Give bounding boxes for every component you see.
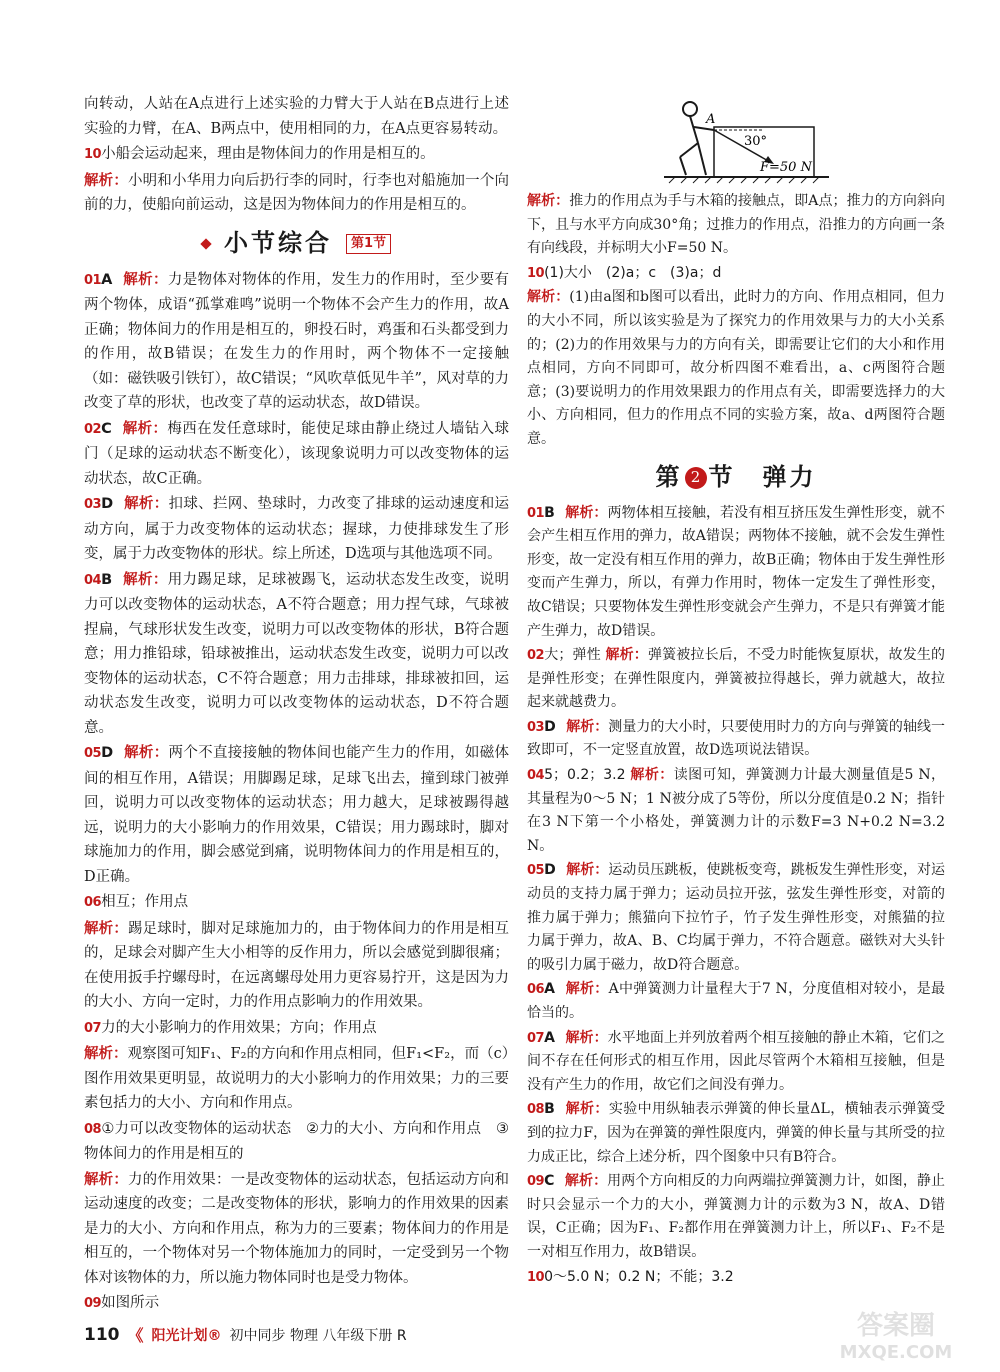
answer-choice: D [544, 718, 556, 735]
analysis-label: 解析： [527, 289, 570, 306]
answer-item [84, 1291, 509, 1317]
section-header-summary [84, 224, 509, 264]
answer-choice: D [544, 862, 556, 879]
book-series: 初中同步 物理 八年级下册 R [229, 1327, 407, 1344]
push-box-figure [664, 95, 834, 185]
question-number: 02 [84, 421, 102, 437]
answer-item [84, 890, 509, 916]
analysis-label: 解析： [565, 504, 608, 521]
analysis-label: 解析： [565, 1101, 609, 1118]
analysis-label: 解析： [565, 1029, 608, 1046]
answer-choice: A [544, 981, 555, 998]
answer-choice: A [544, 1029, 555, 1046]
answer-text: 两个不直接接触的物体间也能产生力的作用，如磁体间的相互作用，A错误；用脚踢足球，足球飞出去，撞到球门被弹回，说明力可以改变物体的运动状态；用力越大，足球被踢得越远，说明力的大小影响力的作用效果，C错误；用力踢球时，脚对球施加力的作用，脚会感觉到痛，说明物体间力的作用是相互的，D正确。 [84, 745, 510, 885]
section-number-badge: 2 [685, 467, 707, 489]
answer-item [84, 169, 509, 218]
answer-text: 测量力的大小时，只要使用时力的方向与弹簧的轴线一致即可，不一定竖直放置，故D选项说法错误。 [527, 718, 946, 759]
section-header-elastic [527, 458, 945, 498]
answer-text: 力的作用效果：一是改变物体的运动状态，包括运动方向和运动速度的改变；二是改变物体的形状，影响力的作用效果的因素是力的大小、方向和作用点，称为力的三要素；物体间力的作用是相互的，一个物体对另一个物体施加力的同时，一定受到另一个物体对该物体的力，所以施力物体同时也是受力物体。 [84, 1171, 509, 1286]
question-number: 03 [527, 719, 545, 735]
question-number: 09 [84, 1296, 102, 1311]
answer-item [527, 286, 945, 451]
analysis-label: 解析： [123, 271, 168, 288]
left-answer-list [84, 268, 509, 1317]
answer-text: 用力踢足球，足球被踢飞，运动状态发生改变，说明力可以改变物体的运动状态，A不符合题意；用力捏气球，气球被捏扁，气球形状发生改变，说明力可以改变物体的形状，B符合题意；用力推铅球，铅球被推出，运动状态发生改变，说明力可以改变物体的运动状态，C不符合题意；用力击排球，排球被扣回，运动状态发生改变，说明力可以改变物体的运动状态，D不符合题意。 [84, 571, 510, 736]
answer-item [527, 859, 945, 977]
label-a: A [706, 112, 716, 127]
answer-item [84, 1117, 509, 1167]
page-footer [84, 1323, 407, 1346]
right-answer-list [527, 502, 945, 1290]
answer-choice: 相互；作用点 [101, 894, 189, 910]
right-pre-items [527, 190, 945, 452]
answer-item [84, 1168, 509, 1291]
section-subtitle: 第1节 [346, 234, 391, 254]
analysis-label: 解析： [84, 1046, 128, 1062]
angle-label: 30° [744, 134, 768, 149]
force-label: F=50 N [760, 160, 812, 175]
answer-choice: A [101, 271, 113, 288]
answer-text: 运动员压跳板，使跳板变弯，跳板发生弹性形变，对运动员的支持力属于弹力；运动员拉开弦，弦发生弹性形变，对箭的推力属于弹力；熊猫向下拉竹子，竹子发生弹性形变，对熊猫的拉力属于弹力，故A、B、C均属于弹力，不符合题意。磁铁对大头针的吸引力属于磁力，故D符合题意。 [527, 862, 946, 973]
answer-choice: (1)大小 (2)a；c (3)a；d [544, 264, 722, 281]
answer-choice: B [544, 1101, 555, 1118]
answer-text: 两物体相互接触，若没有相互挤压发生弹性形变，就不会产生相互作用的弹力，故A错误；两物体不接触，就不会发生弹性形变，故一定没有相互作用的弹力，故B正确；物体由于发生弹性形变而产生弹力，所以，有弹力作用时，物体一定发生了弹性形变，故C错误；只要物体发生弹性形变就会产生弹力，不是只有弹簧才能产生弹力，故D错误。 [527, 504, 946, 639]
section-title: 小节综合 [223, 229, 332, 258]
question-number: 05 [84, 746, 102, 761]
answer-choice: C [544, 1173, 555, 1190]
answer-item [527, 1027, 945, 1098]
answer-text: A中弹簧测力计量程大于7 N，分度值相对较小，是最恰当的。 [527, 981, 946, 1021]
question-number: 03 [84, 497, 102, 512]
question-number: 10 [527, 265, 545, 281]
answer-choice: D [101, 496, 114, 512]
answer-item [84, 92, 509, 141]
answer-choice: B [544, 504, 555, 521]
page-number: 110 [84, 1324, 120, 1345]
answer-text: 梅西在发任意球时，能使足球由静止绕过人墙钻入球门（足球的运动状态不断变化），该现象说明力可以改变物体的运动状态，故C正确。 [84, 420, 510, 487]
answer-text: 实验中用纵轴表示弹簧的伸长量ΔL，横轴表示弹簧受到的拉力F，因为在弹簧的弹性限度内，弹簧的伸长量与其所受的拉力成正比，综合上述分析，四个图象中只有B符合。 [527, 1101, 946, 1165]
answer-item [527, 1098, 945, 1169]
analysis-label: 解析： [564, 1173, 608, 1190]
answer-text: 小明和小华用力向后扔行李的同时，行李也对船施加一个向前的力，使船向前运动，这是因为物体间力的作用是相互的。 [84, 172, 509, 213]
left-column [84, 92, 509, 1318]
analysis-label: 解析： [527, 193, 570, 209]
analysis-label: 解析： [84, 920, 128, 937]
diamond-icon [200, 238, 211, 249]
chevron-left-icon: 《 [127, 1326, 144, 1345]
question-number: 08 [84, 1121, 102, 1137]
section-suffix: 节 弹力 [708, 462, 817, 491]
answer-text: 观察图可知F₁、F₂的方向和作用点相同，但F₁<F₂，而（c）图作用效果更明显，故说明力的大小影响力的作用效果；力的三要素包括力的大小、方向和作用点。 [84, 1046, 510, 1111]
answer-text: 踢足球时，脚对足球施加力的，由于物体间力的作用是相互的，足球会对脚产生大小相等的反作用力，所以会感觉到脚很痛；在使用扳手拧螺母时，在远离螺母处用力更容易拧开，这是因为力的大小、方向一定时，力的作用点影响力的作用效果。 [84, 920, 509, 1010]
analysis-label: 解析： [84, 1171, 128, 1188]
answer-text: 推力的作用点为手与木箱的接触点，即A点；推力的方向斜向下，且与水平方向成30°角；过推力的作用点，沿推力的方向画一条有向线段，并标明大小F=50 N。 [527, 193, 946, 257]
answer-choice: B [101, 571, 113, 588]
answer-choice: 5；0.2；3.2 [544, 767, 626, 784]
question-number: 09 [527, 1174, 545, 1190]
watermark-bottom: MXQE.COM [839, 1342, 953, 1363]
answer-item [527, 190, 945, 261]
answer-item [527, 1266, 945, 1290]
analysis-label: 解析： [566, 718, 609, 735]
answer-text: 力是物体对物体的作用，发生力的作用时，至少要有两个物体，成语“孤掌难鸣”说明一个物体不会产生力的作用，故A正确；物体间力的作用是相互的，卵投石时，鸡蛋和石头都受到力的作用，故B错误；在发生力的作用时，两个物体不一定接触（如：磁铁吸引铁钉），故C错误；“风吹草低见牛羊”，风对草的力改变了草的形状，也改变了草的运动状态，故D错误。 [84, 271, 510, 411]
answer-text: 读图可知，弹簧测力计最大测量值是5 N，其量程为0～5 N；1 N被分成了5等份，所以分度值是0.2 N；指针在3 N下第一个小格处，弹簧测力计的示数F=3 N+0.2 N=3.2 N。 [527, 767, 946, 854]
answer-text: 用两个方向相反的力向两端拉弹簧测力计，如图，静止时只会显示一个力的大小，弹簧测力计的示数为3 N，故A、D错误，C正确；因为F₁、F₂都作用在弹簧测力计上，所以F₁、F₂不是一对相互作用力，故B错误。 [527, 1173, 946, 1260]
answer-choice: 力的大小影响力的作用效果；方向；作用点 [101, 1019, 377, 1036]
answer-choice: 0～5.0 N；0.2 N；不能；3.2 [544, 1268, 734, 1285]
question-number: 05 [527, 863, 545, 879]
answer-text: 向转动，人站在A点进行上述实验的力臂大于人站在B点进行上述实验的力臂，在A、B两点中，使用相同的力，在A点更容易转动。 [84, 96, 509, 137]
analysis-label: 解析： [565, 981, 609, 998]
answer-item [84, 492, 509, 567]
answer-choice: ①力可以改变物体的运动状态 ②力的大小、方向和作用点 ③物体间力的作用是相互的 [84, 1120, 509, 1162]
answer-text: 小船会运动起来，理由是物体间力的作用是相互的。 [101, 146, 435, 162]
answer-item [527, 644, 945, 715]
right-column [527, 190, 945, 1290]
answer-choice: 如图所示 [101, 1295, 160, 1311]
answer-item [527, 1170, 945, 1264]
answer-choice: D [101, 745, 114, 761]
answer-item [527, 978, 945, 1025]
answer-item [527, 764, 945, 858]
answer-text: 扣球、拦网、垫球时，力改变了排球的运动速度和运动方向，属于力改变物体的运动状态；握球，力使排球发生了形变，属于力改变物体的形状。综上所述，D选项与其他选项不同。 [84, 496, 510, 562]
analysis-label: 解析： [122, 420, 168, 437]
watermark-logo [806, 1304, 986, 1364]
question-number: 07 [84, 1020, 102, 1036]
answer-item [84, 917, 509, 1015]
watermark-top: 答案圈 [856, 1311, 936, 1341]
analysis-label: 解析： [84, 172, 128, 189]
left-pre-items [84, 92, 509, 218]
answer-item [527, 716, 945, 763]
answer-text: (1)由a图和b图可以看出，此时力的方向、作用点相同，但力的大小不同，所以该实验是为了探究力的作用效果与力的大小关系的；(2)力的作用效果与力的方向有关，即需要让它们的大小和作用点相同，方向不同即可，故分析四图不难看出，a、c两图符合题意；(3)要说明力的作用效果跟力的作用点有关，即需要选择力的大小、方向相同，但力的作用点不同的实验方案，故a、d两图符合题意。 [527, 289, 945, 447]
question-number: 01 [84, 272, 102, 288]
question-number: 10 [84, 147, 102, 162]
question-number: 06 [84, 895, 102, 910]
analysis-label: 解析： [123, 571, 168, 588]
answer-choice: 大；弹性 [544, 647, 601, 664]
analysis-label: 解析： [124, 496, 169, 512]
question-number: 04 [84, 572, 102, 588]
question-number: 04 [527, 768, 545, 784]
answer-item [527, 262, 945, 286]
answer-text: 水平地面上并列放着两个相互接触的静止木箱，它们之间不存在任何形式的相互作用，因此尽管两个木箱相互接触，但是没有产生力的作用，故它们之间没有弹力。 [527, 1029, 946, 1093]
answer-item [84, 417, 509, 492]
answer-item [84, 741, 509, 889]
answer-choice: C [101, 420, 112, 437]
question-number: 08 [527, 1102, 545, 1118]
analysis-label: 解析： [566, 862, 609, 879]
answer-item [84, 142, 509, 168]
answer-text: 弹簧被拉长后，不受力时能恢复原状，故发生的是弹性形变；在弹性限度内，弹簧被拉得越长，弹力就越大，故拉起来就越费力。 [527, 647, 946, 711]
question-number: 02 [527, 648, 545, 664]
analysis-label: 解析： [630, 767, 674, 784]
answer-item [84, 268, 509, 416]
answer-item [527, 502, 945, 644]
analysis-label: 解析： [605, 647, 648, 664]
question-number: 07 [527, 1030, 545, 1046]
question-number: 10 [527, 1269, 545, 1285]
answer-item [84, 568, 509, 741]
question-number: 01 [527, 505, 545, 521]
section-prefix: 第 [655, 462, 683, 491]
brand-name: 阳光计划® [151, 1327, 222, 1344]
answer-item [84, 1016, 509, 1042]
analysis-label: 解析： [124, 745, 169, 761]
question-number: 06 [527, 982, 545, 998]
answer-item [84, 1042, 509, 1116]
